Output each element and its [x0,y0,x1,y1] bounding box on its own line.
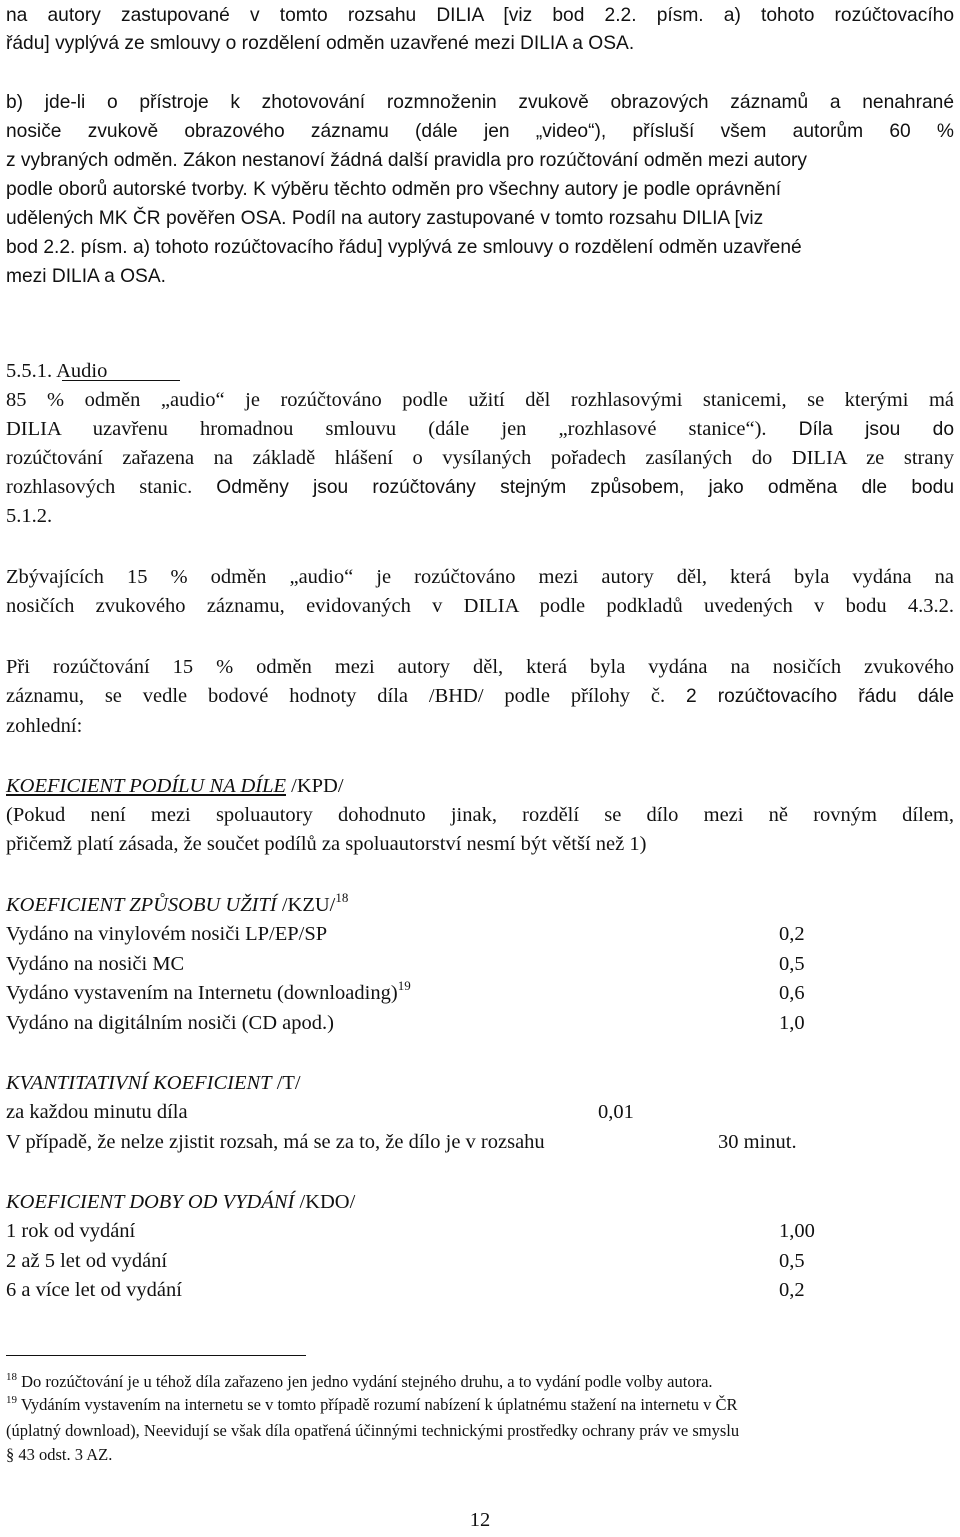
coefficient-heading-kpd: KOEFICIENT PODÍLU NA DÍLE /KPD/ [6,775,344,797]
text-line: bod 2.2. písm. a) tohoto rozúčtovacího řádu] vyplývá ze smlouvy o rozdělení odměn uzavřené [6,237,802,258]
text-line: Zbývajících 15 % odměn „audio“ je rozúčtováno mezi autory děl, která byla vydána na [6,566,954,588]
page-number: 12 [469,1509,491,1531]
footnote-ref: 19 [397,978,411,993]
footnote: (úplatný download), Neevidují se však díla opatřená účinnými technickými prostředky ochrany práv ve smyslu [6,1421,740,1440]
text-line: rozhlasových stanic. Odměny jsou rozúčtovány stejným způsobem, jako odměna dle bodu [6,476,954,498]
text-line: 85 % odměn „audio“ je rozúčtováno podle užití děl rozhlasovými stanicemi, se kterými má [6,389,954,411]
footnote-ref: 18 [335,890,349,905]
coefficient-heading-t: KVANTITATIVNÍ KOEFICIENT /T/ [6,1072,301,1094]
coefficient-heading-kzu: KOEFICIENT ZPŮSOBU UŽITÍ /KZU/$^{18}$ [6,890,349,916]
footnote: $^{18}$ Do rozúčtování je u téhož díla zařazeno jen jedno vydání stejného druhu, a to vydání podle volby autora. [6,1371,713,1391]
footnote: § 43 odst. 3 AZ. [6,1445,113,1464]
footnote-separator [6,1355,306,1356]
text-line: udělených MK ČR pověřen OSA. Podíl na autory zastupované v tomto rozsahu DILIA [viz [6,208,764,229]
text-line: mezi DILIA a OSA. [6,266,166,287]
text-line: z vybraných odměn. Zákon nestanoví žádná další pravidla pro rozúčtování odměn mezi autory [6,150,808,171]
text-line: na autory zastupované v tomto rozsahu DILIA [viz bod 2.2. písm. a) tohoto rozúčtovacího [6,5,954,26]
text-line: záznamu, se vedle bodové hodnoty díla /BHD/ podle přílohy č. 2 rozúčtovacího řádu dále [6,685,955,707]
coefficient-row: Vydáno na nosiči MC 0,5 [6,953,805,975]
heading-underline [62,380,180,381]
text-line: řádu] vyplývá ze smlouvy o rozdělení odměn uzavřené mezi DILIA a OSA. [6,33,635,54]
coefficient-row: 6 a více let od vydání 0,2 [6,1279,805,1301]
text-line: podle oborů autorské tvorby. K výběru těchto odměn pro všechny autory je podle oprávnění [6,179,782,200]
coefficient-row: Vydáno na digitálním nosiči (CD apod.) 1,0 [6,1012,805,1034]
coefficient-row: 2 až 5 let od vydání 0,5 [6,1250,805,1272]
coefficient-row: 1 rok od vydání 1,00 [6,1220,815,1242]
text-line: zohlední: [6,715,83,737]
text-line: (Pokud není mezi spoluautory dohodnuto jinak, rozdělí se dílo mezi ně rovným dílem, [6,804,954,826]
coefficient-heading-kdo: KOEFICIENT DOBY OD VYDÁNÍ /KDO/ [6,1191,356,1213]
text-line: rozúčtování zařazena na základě hlášení o vysílaných pořadech zasílaných do DILIA ze strany [6,447,954,469]
coefficient-row: Vydáno vystavením na Internetu (downloading)$^{19}$ 0,6 [6,978,805,1004]
footnote: $^{19}$ Vydáním vystavením na internetu se v tomto případě rozumí nabízení k úplatnému stažení na internetu v ČR [6,1394,738,1414]
coefficient-row: V případě, že nelze zjistit rozsah, má se za to, že dílo je v rozsahu 30 minut. [6,1131,797,1153]
section-heading: 5.5.1. Audio [6,360,108,382]
text-line: 5.1.2. [6,505,53,527]
coefficient-row: za každou minutu díla 0,01 [6,1101,634,1123]
text-line: přičemž platí zásada, že součet podílů za spoluautorství nesmí být větší než 1) [6,833,647,855]
coefficient-row: Vydáno na vinylovém nosiči LP/EP/SP 0,2 [6,923,805,945]
text-line: DILIA uzavřenu hromadnou smlouvu (dále jen „rozhlasové stanice“). Díla jsou do [6,418,954,440]
text-line: nosičích zvukového záznamu, evidovaných v DILIA podle podkladů uvedených v bodu 4.3.2. [6,595,954,617]
text-line: b) jde-li o přístroje k zhotovování rozmnoženin zvukově obrazových záznamů a nenahrané [6,92,954,113]
text-line: Při rozúčtování 15 % odměn mezi autory děl, která byla vydána na nosičích zvukového [6,656,954,678]
text-line: nosiče zvukově obrazového záznamu (dále jen „video“), přísluší všem autorům 60 % [6,121,954,142]
